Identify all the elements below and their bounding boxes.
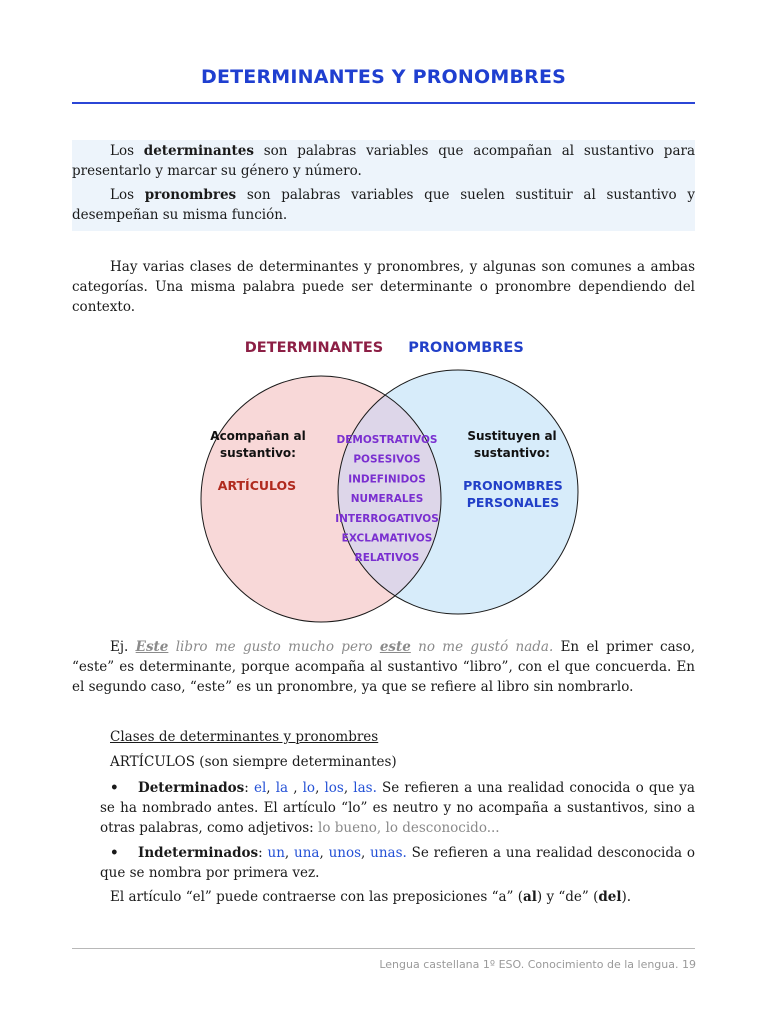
indeterminados-text: Se refieren a una realidad desconocida o que se nombra por primera vez.: [100, 845, 695, 881]
contraction-del: del: [598, 889, 622, 905]
determinados-ex-la: la: [275, 780, 289, 796]
footer-divider: [72, 948, 695, 949]
determinados-label: Determinados: [138, 780, 245, 796]
example-sentence-2: no me gustó nada.: [410, 639, 554, 655]
indeterminados-colon: :: [258, 845, 268, 861]
bullet-indeterminados: • Indeterminados: un, una, unos, unas. Se refieren a una realidad desconocida o que se nombra por primera vez.: [100, 845, 695, 881]
venn-center-item: POSESIVOS: [353, 453, 421, 466]
venn-diagram: [176, 327, 603, 624]
venn-left-item: ARTÍCULOS: [217, 478, 297, 493]
def2-term: pronombres: [144, 187, 237, 203]
contraction-line: [110, 887, 695, 907]
def1-term: determinantes: [143, 143, 254, 159]
page-title: DETERMINANTES Y PRONOMBRES: [200, 66, 567, 88]
articulos-note: (son siempre determinantes): [195, 754, 397, 770]
bullet-determinados: • Determinados: el, la , lo, los, las. Se refieren a una realidad conocida o que ya se ha nombrado antes. El artículo “lo” es neutro y no acompaña a sustantivos, sino a otras palabras, como adjetivos: lo bueno, lo desconocido...: [100, 780, 695, 836]
contraction-mid: ) y “de” (: [536, 889, 599, 905]
contraction-post: ).: [621, 889, 632, 905]
venn-center-item: DEMOSTRATIVOS: [336, 434, 438, 446]
venn-right-item1: PRONOMBRES: [463, 478, 563, 493]
venn-center-item: NUMERALES: [350, 493, 424, 506]
contraction-pre: El artículo “el” puede contraerse con las preposiciones “a” (: [110, 889, 523, 905]
venn-center-item: INDEFINIDOS: [348, 473, 426, 486]
indeterminados-label: Indeterminados: [138, 845, 259, 861]
venn-left-line2: sustantivo:: [220, 446, 296, 460]
def1-pre: Los: [110, 143, 144, 159]
example-sentence-1: libro me gusto mucho pero: [168, 639, 380, 655]
example-explanation: En el primer caso, “este” es determinante, porque acompaña al sustantivo “libro”, con el que concuerda. En el segundo caso, “este” es un pronombre, ya que se refiere al libro sin nombrarlo.: [72, 639, 695, 695]
definition-pronombres: [72, 185, 695, 225]
example-prefix: Ej.: [110, 639, 136, 655]
section-heading-text: Clases de determinantes y pronombres: [110, 729, 379, 745]
venn-center-item: INTERROGATIVOS: [335, 512, 439, 525]
contraction-al: al: [523, 889, 537, 905]
determinados-ex-las: las.: [353, 780, 377, 796]
venn-right-line2: sustantivo:: [474, 446, 550, 460]
intro-text: Hay varias clases de determinantes y pronombres, y algunas son comunes a ambas categorías. Una misma palabra puede ser determinante o pronombre dependiendo del contexto.: [72, 259, 695, 315]
indeterminados-ex-unas: unas.: [370, 845, 407, 861]
articulos-label: ARTÍCULOS: [110, 754, 196, 770]
determinados-colon: :: [244, 780, 254, 796]
section-heading: [110, 727, 695, 747]
indeterminados-ex-una: una: [294, 845, 320, 861]
articulos-line: [110, 752, 695, 772]
example-paragraph: [72, 637, 695, 697]
venn-left-title: DETERMINANTES: [244, 340, 384, 356]
venn-center-item: RELATIVOS: [354, 552, 420, 565]
definition-determinantes: [72, 141, 695, 181]
def2-pre: Los: [110, 187, 145, 203]
example-word-2: este: [379, 639, 411, 655]
indeterminados-ex-unos: unos: [328, 845, 362, 861]
determinados-ex-lo: lo: [302, 780, 316, 796]
example-word-1: Este: [135, 639, 169, 655]
venn-center-item: EXCLAMATIVOS: [341, 532, 433, 545]
page-footer: Lengua castellana 1º ESO. Conocimiento de la lengua. 19: [379, 958, 696, 971]
def2-text: son palabras variables que suelen sustituir al sustantivo y desempeñan su misma función.: [72, 187, 696, 223]
intro-paragraph: [72, 257, 695, 317]
indeterminados-ex-un: un: [267, 845, 285, 861]
determinados-examples: lo bueno, lo desconocido...: [318, 820, 500, 836]
bullet-dot: •: [110, 780, 119, 796]
venn-right-item2: PERSONALES: [466, 495, 560, 510]
title-divider: [72, 102, 695, 104]
determinados-ex-los: los: [324, 780, 344, 796]
determinados-text: Se refieren a una realidad conocida o que ya se ha nombrado antes. El artículo “lo” es neutro y no acompaña a sustantivos, sino a otras palabras, como adjetivos:: [100, 780, 695, 836]
venn-left-line1: Acompañan al: [210, 429, 306, 443]
bullet-dot: •: [110, 845, 119, 861]
venn-right-line1: Sustituyen al: [467, 429, 557, 443]
determinados-ex-el: el: [253, 780, 267, 796]
venn-right-title: PRONOMBRES: [408, 340, 524, 356]
def1-text: son palabras variables que acompañan al sustantivo para presentarlo y marcar su género y número.: [72, 143, 695, 179]
